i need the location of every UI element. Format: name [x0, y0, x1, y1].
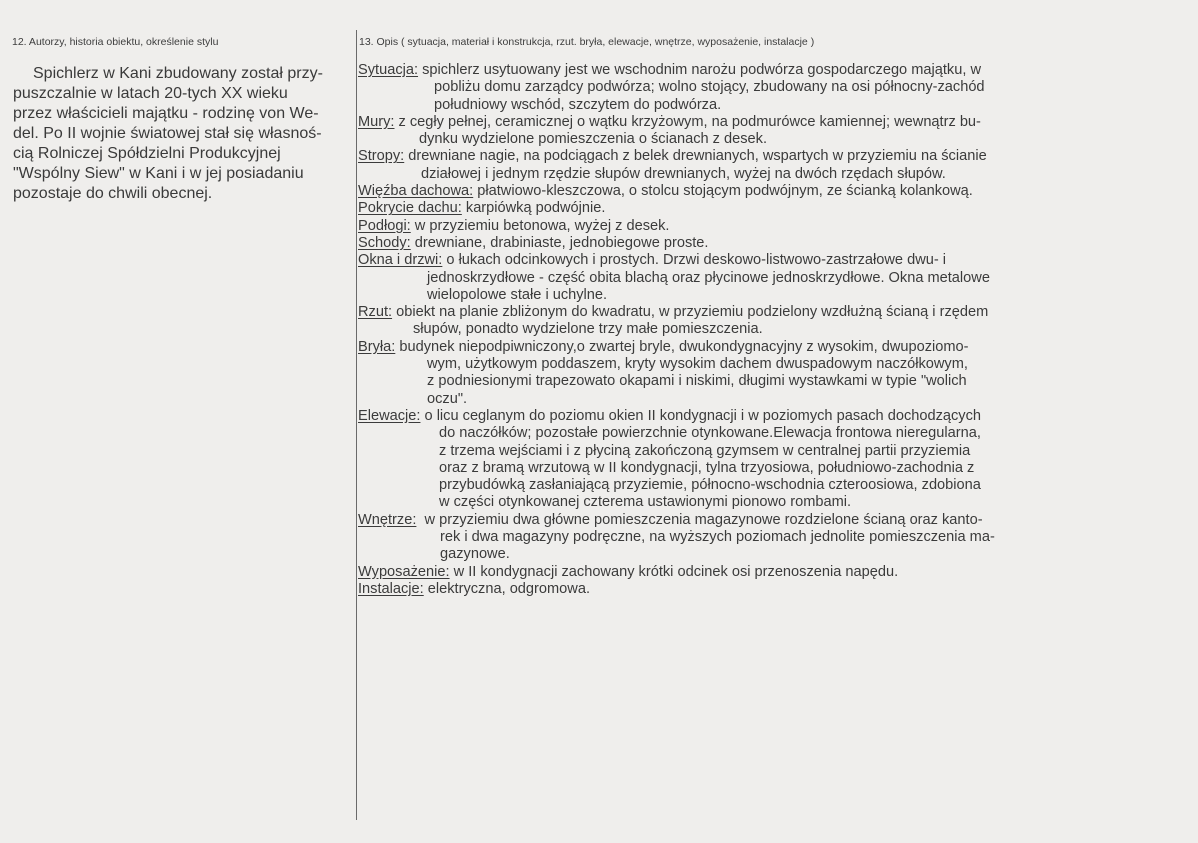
history-line: puszczalnie w latach 20-tych XX wieku — [13, 85, 288, 102]
entry-text: w II kondygnacji zachowany krótki odcinek osi przenoszenia napędu. — [449, 563, 899, 580]
entry-text: budynek niepodpiwniczony,o zwartej bryle, dwukondygnacyjny z wysokim, dwupoziomo- — [395, 338, 969, 355]
entry-text: pobliżu domu zarządcy podwórza; wolno stojący, zbudowany na osi północny-zachód — [434, 79, 985, 96]
entry-elewacje — [358, 408, 1188, 512]
entry-text: działowej i jednym rzędzie słupów drewnianych, wyżej na dwóch rzędach słupów. — [421, 165, 946, 182]
entry-text: z podniesionymi trapezowato okapami i niskimi, długimi wystawkami w typie "wolich — [427, 373, 967, 390]
entry-label: Mury: — [358, 113, 395, 130]
entry-okna — [358, 252, 1188, 304]
entry-rzut — [358, 304, 1188, 339]
entry-label: Stropy: — [358, 148, 405, 165]
entry-label: Sytuacja: — [358, 62, 419, 78]
entry-text: przybudówką zasłaniającą przyziemie, północno-wschodnia czteroosiowa, zdobiona — [439, 477, 981, 494]
description-text — [358, 62, 1188, 598]
entry-text: jednoskrzydłowe - część obita blachą oraz płycinowe jednoskrzydłowe. Okna metalowe — [427, 269, 990, 286]
entry-text: słupów, ponadto wydzielone trzy małe pomieszczenia. — [413, 321, 763, 338]
column-divider — [356, 30, 357, 820]
history-line: cią Rolniczej Spółdzielni Produkcyjnej — [13, 145, 281, 162]
history-line: del. Po II wojnie światowej stał się własnoś- — [13, 125, 322, 142]
entry-text: dynku wydzielone pomieszczenia o ścianach z desek. — [419, 131, 768, 148]
entry-text: obiekt na planie zbliżonym do kwadratu, w przyziemiu podzielony wzdłużną ścianą i rzędem — [392, 304, 989, 321]
entry-mury — [358, 114, 1188, 149]
entry-text: do naczółków; pozostałe powierzchnie otynkowane.Elewacja frontowa nieregularna, — [439, 425, 981, 442]
entry-text: drewniane nagie, na podciągach z belek drewnianych, wspartych w przyziemiu na ścianie — [404, 148, 987, 165]
entry-text: karpiówką podwójnie. — [461, 200, 606, 217]
entry-schody — [358, 235, 1188, 252]
entry-label: Wnętrze: — [358, 511, 417, 528]
entry-label: Wyposażenie: — [358, 563, 450, 580]
entry-text: wym, użytkowym poddaszem, kryty wysokim dachem dwuspadowym naczółkowym, — [427, 356, 968, 373]
entry-text: spichlerz usytuowany jest we wschodnim narożu podwórza gospodarczego majątku, w — [418, 62, 981, 78]
entry-label: Pokrycie dachu: — [358, 200, 462, 217]
history-line: pozostaje do chwili obecnej. — [13, 185, 213, 202]
entry-text: rek i dwa magazyny podręczne, na wyższych poziomach jednolite pomieszczenia ma- — [440, 529, 995, 546]
entry-pokrycie — [358, 200, 1188, 217]
entry-text: oraz z bramą wrzutową w II kondygnacji, tylna trzyosiowa, południowo-zachodnia z — [439, 459, 975, 476]
entry-label: Schody: — [358, 234, 411, 251]
section-13-header: 13. Opis ( sytuacja, materiał i konstrukcja, rzut. bryła, elewacje, wnętrze, wyposażenie, instalacje ) — [359, 36, 815, 48]
entry-label: Elewacje: — [358, 407, 421, 424]
history-line: Spichlerz w Kani zbudowany został przy- — [33, 65, 323, 82]
entry-text: w części otynkowanej czterema ustawionymi pionowo rombami. — [439, 494, 852, 511]
entry-text: o licu ceglanym do poziomu okien II kondygnacji i w poziomych pasach dochodzących — [420, 407, 982, 424]
entry-bryla — [358, 339, 1188, 408]
entry-label: Więźba dachowa: — [358, 183, 474, 200]
section-12-header: 12. Autorzy, historia obiektu, określenie stylu — [12, 36, 219, 48]
entry-text: południowy wschód, szczytem do podwórza. — [434, 96, 722, 113]
history-text — [13, 64, 353, 204]
entry-label: Bryła: — [358, 338, 396, 355]
entry-label: Rzut: — [358, 304, 393, 321]
entry-text: w przyziemiu betonowa, wyżej z desek. — [410, 217, 670, 234]
entry-text: drewniane, drabiniaste, jednobiegowe proste. — [410, 234, 709, 251]
entry-text: płatwiowo-kleszczowa, o stolcu stojącym podwójnym, ze ścianką kolankową. — [473, 183, 973, 200]
history-line: przez właścicieli majątku - rodzinę von We- — [13, 105, 319, 122]
entry-text: gazynowe. — [440, 546, 510, 563]
entry-text: elektryczna, odgromowa. — [423, 580, 591, 597]
entry-wyposazenie — [358, 564, 1188, 581]
entry-wiezba — [358, 183, 1188, 200]
entry-wnetrze — [358, 512, 1188, 564]
entry-text: wielopolowe stałe i uchylne. — [427, 286, 608, 303]
entry-stropy — [358, 148, 1188, 183]
entry-label: Instalacje: — [358, 580, 424, 597]
entry-text: z cegły pełnej, ceramicznej o wątku krzyżowym, na podmurówce kamiennej; wewnątrz bu- — [394, 113, 981, 130]
entry-sytuacja — [358, 62, 1188, 114]
entry-text: o łukach odcinkowych i prostych. Drzwi deskowo-listwowo-zastrzałowe dwu- i — [442, 252, 947, 269]
entry-text: z trzema wejściami i z płyciną zakończoną gzymsem w centralnej partii przyziemia — [439, 442, 971, 459]
history-line: "Wspólny Siew" w Kani i w jej posiadaniu — [13, 165, 304, 182]
entry-label: Okna i drzwi: — [358, 252, 443, 269]
entry-text: oczu". — [427, 390, 468, 407]
entry-label: Podłogi: — [358, 217, 411, 234]
entry-instalacje — [358, 581, 1188, 598]
entry-text: w przyziemiu dwa główne pomieszczenia magazynowe rozdzielone ścianą oraz kanto- — [416, 511, 983, 528]
entry-podlogi — [358, 218, 1188, 235]
